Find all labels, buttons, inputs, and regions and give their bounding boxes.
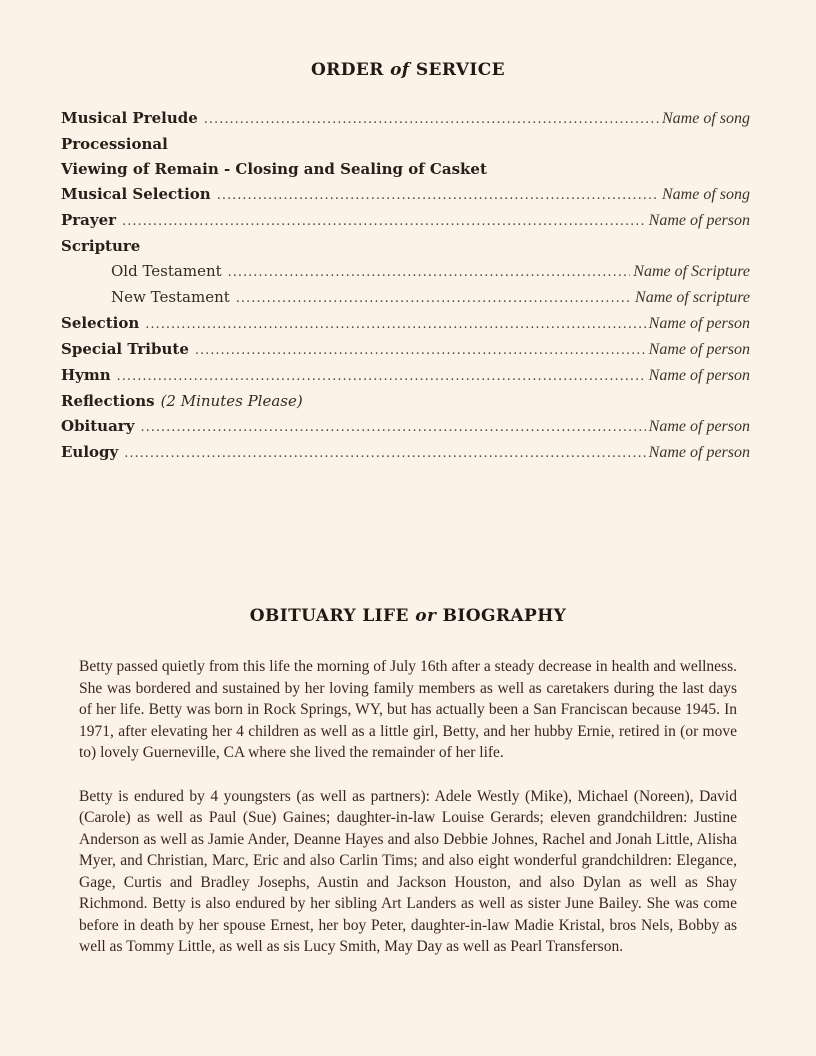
- order-item-note: (2 Minutes Please): [160, 392, 303, 410]
- obituary-body: [79, 656, 737, 958]
- order-item-value: Name of person: [648, 444, 750, 461]
- order-item-value: Name of person: [648, 315, 750, 332]
- dotted-leader: [140, 415, 645, 440]
- obituary-title-right: BIOGRAPHY: [442, 606, 567, 626]
- order-item-label: Scripture: [61, 237, 141, 255]
- dotted-leader: [217, 183, 659, 208]
- order-item: [61, 259, 750, 285]
- dotted-leader: [204, 107, 659, 132]
- order-item: [61, 337, 750, 363]
- order-item: [61, 363, 750, 389]
- order-item-label: Prayer: [61, 211, 117, 229]
- dotted-leader: [228, 260, 631, 285]
- order-item-label: Musical Prelude: [61, 109, 198, 127]
- dotted-leader: [117, 364, 646, 389]
- order-title-right: SERVICE: [415, 60, 506, 80]
- order-item: [61, 285, 750, 311]
- order-item-label: Selection: [61, 314, 140, 332]
- obituary-title: [0, 606, 816, 626]
- dotted-leader: [122, 209, 646, 234]
- order-title-left: ORDER: [310, 60, 384, 80]
- obituary-title-left: OBITUARY LIFE: [249, 606, 409, 626]
- dotted-leader: [236, 286, 632, 311]
- order-item: [61, 132, 750, 157]
- order-item-value: Name of scripture: [635, 289, 750, 306]
- dotted-leader: [145, 312, 645, 337]
- obituary-paragraph: Betty passed quietly from this life the morning of July 16th after a steady decrease in health and wellness. She was bordered and sustained by her loving family members as well as caretakers during the last days of her life. Betty was born in Rock Springs, WY, but has actually been a San Franciscan because 1945. In 1971, after elevating her 4 children as well as a little girl, Betty, and her hubby Ernie, retired in (or move to) lovely Guerneville, CA where she lived the remainder of her life.: [79, 658, 737, 761]
- order-item-value: Name of person: [648, 341, 750, 358]
- order-item-label: Reflections: [61, 392, 155, 410]
- order-item: [61, 234, 750, 259]
- order-item-label: Special Tribute: [61, 340, 189, 358]
- order-item-label: New Testament: [111, 288, 230, 306]
- obituary-title-conjunction: or: [415, 606, 437, 626]
- order-item: [61, 157, 750, 182]
- order-item-value: Name of song: [662, 110, 750, 127]
- order-item-label: Viewing of Remain - Closing and Sealing of Casket: [61, 160, 487, 178]
- order-item-value: Name of Scripture: [633, 263, 750, 280]
- order-item-label: Eulogy: [61, 443, 119, 461]
- order-item-label: Hymn: [61, 366, 111, 384]
- dotted-leader: [195, 338, 646, 363]
- order-item: [61, 414, 750, 440]
- order-item: [61, 311, 750, 337]
- order-item: [61, 440, 750, 466]
- order-item: [61, 389, 750, 414]
- order-item-value: Name of person: [648, 367, 750, 384]
- dotted-leader: [124, 441, 645, 466]
- order-item: [61, 182, 750, 208]
- order-title-conjunction: of: [390, 60, 410, 80]
- order-item-label: Obituary: [61, 417, 135, 435]
- order-item-value: Name of person: [648, 212, 750, 229]
- order-item-value: Name of song: [662, 186, 750, 203]
- order-item-label: Old Testament: [111, 262, 222, 280]
- order-item: [61, 208, 750, 234]
- obituary-paragraph: Betty is endured by 4 youngsters (as well as partners): Adele Westly (Mike), Michael (Noreen), David (Carole) as well as Paul (Sue) Gaines; daughter-in-law Louise Gerards; eleven grandchildren: Justine Anderson as well as Jamie Ander, Deanne Hayes and also Debbie Johnes, Rachel and Jonah Little, Alisha Myer, and Christian, Marc, Eric and also Carlin Tims; and also eight wonderful grandchildren: Elegance, Gage, Curtis and Bradley Josephs, Austin and Jackson Houston, and also Dylan as well as Shay Richmond. Betty is also endured by her sibling Art Landers as well as sister June Bailey. She was come before in death by her spouse Ernest, her boy Peter, daughter-in-law Madie Kristal, bros Nels, Bobby as well as Tommy Little, as well as sis Lucy Smith, May Day as well as Pearl Transferson.: [79, 787, 737, 955]
- order-item-label: Processional: [61, 135, 168, 153]
- order-item-label: Musical Selection: [61, 185, 211, 203]
- order-item: [61, 106, 750, 132]
- order-of-service-title: [0, 0, 816, 80]
- order-item-value: Name of person: [648, 418, 750, 435]
- order-of-service-list: [61, 106, 750, 466]
